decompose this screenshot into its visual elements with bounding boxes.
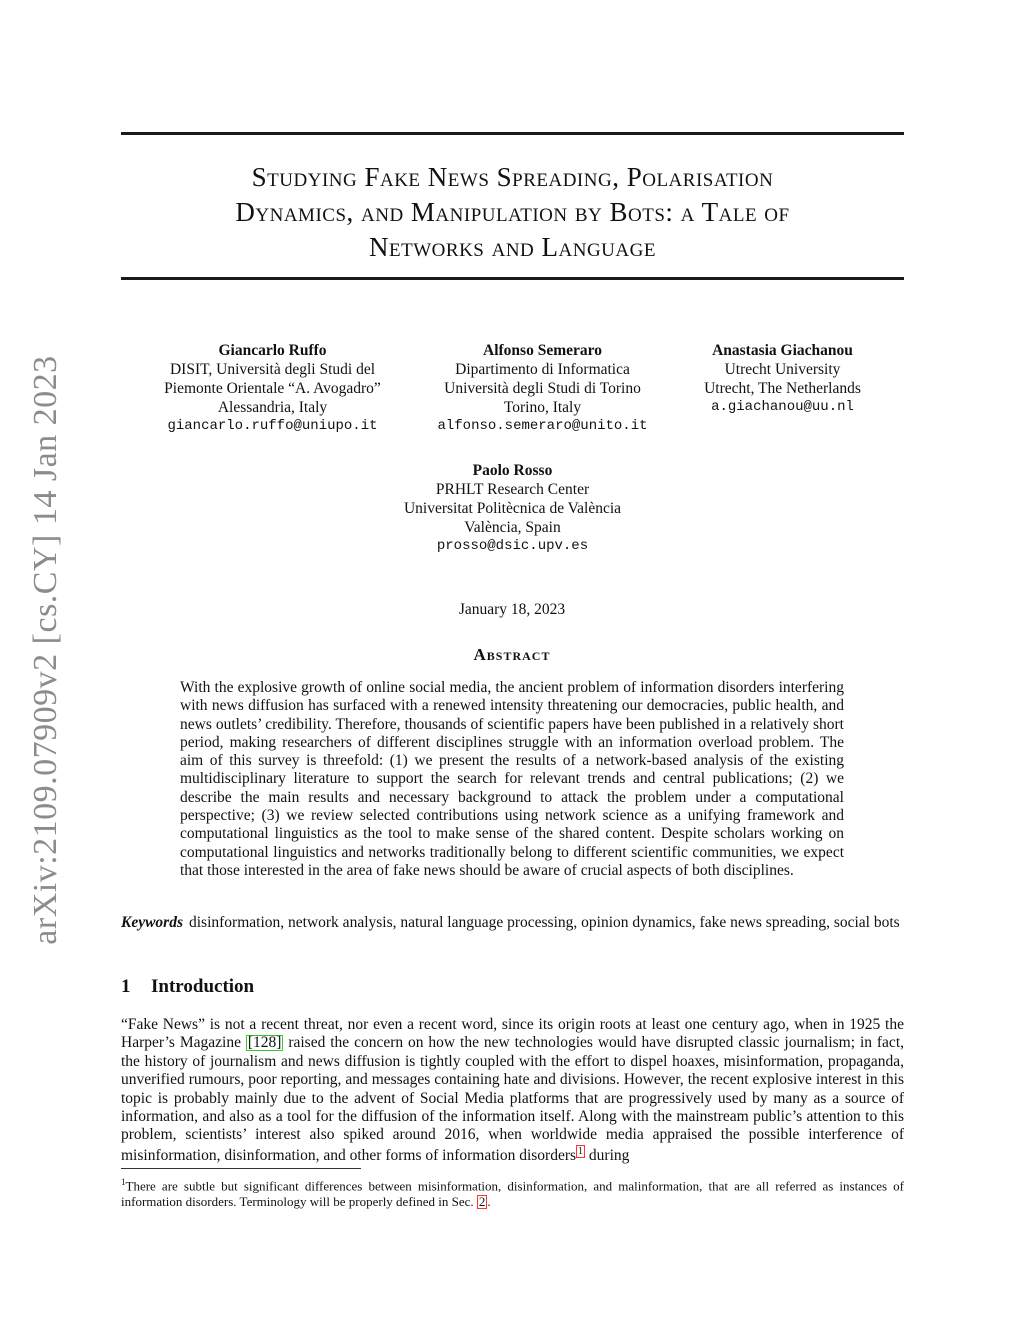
- section-heading: [121, 976, 254, 998]
- footnote-mark: 1: [121, 1177, 126, 1187]
- section-ref-link[interactable]: 2: [478, 1194, 486, 1210]
- author-name: Paolo Rosso: [472, 462, 553, 479]
- citation-link[interactable]: [128]: [247, 1034, 282, 1052]
- abstract-heading: Abstract: [473, 645, 551, 664]
- footnote-link[interactable]: 1: [578, 1145, 584, 1157]
- keywords-text: disinformation, network analysis, natural language processing, opinion dynamics, fake news spreading, social bots: [189, 914, 900, 931]
- intro-text: “Fake News” is not a recent threat, nor even a recent word, since its origin roots at least one century ago, when in 1925 the Harper’s Magazine: [121, 1016, 904, 1052]
- author-affiliation: Universitat Politècnica de València: [403, 500, 622, 517]
- intro-text: raised the concern on how the new technologies would have disrupted classic journalism; in fact, the history of journalism and news diffusion is tightly coupled with the effort to dispel hoaxes, misinformation, propaganda, unverified rumours, poor reporting, and messages containing hate and divisions. However, the recent explosive interest in this topic is probably mainly due to the advent of Social Media platforms that are progressively used by many as a source of information, and also as a tool for the diffusion of the information itself. Along with the mainstream public’s attention to this problem, scientists’ interest also spiked around 2016, when worldwide media appraised the possible interference of misinformation, disinformation, and other forms of information disorders: [121, 1034, 904, 1164]
- footnote-rule: [121, 1168, 361, 1169]
- abstract-text: With the explosive growth of online social media, the ancient problem of information disorders interfering with news diffusion has surfaced with a renewed intensity threatening our democracies, public health, and news outlets’ credibility. Therefore, thousands of scientific papers have been published in a relatively short period, making researchers of different disciplines struggle with an information overload problem. The aim of this survey is threefold: (1) we present the results of a network-based analysis of the existing multidisciplinary literature to support the search for relevant trends and central publications; (2) we describe the main results and necessary background to attack the problem under a computational perspective; (3) we review selected contributions using network science as a unifying framework and computational linguistics as the tool to make sense of the shared content. Despite scholars working on computational linguistics and networks traditionally belong to different scientific communities, we expect that those interested in the area of fake news should be aware of crucial aspects of both disciplines.: [180, 679, 844, 879]
- intro-paragraph: [121, 1016, 904, 1165]
- title-top-rule: [121, 132, 904, 135]
- author-name: Anastasia Giachanou: [712, 342, 853, 359]
- title-bottom-rule: [121, 277, 904, 280]
- author-location: Torino, Italy: [503, 399, 582, 416]
- title-line-1: Studying Fake News Spreading, Polarisation: [251, 162, 774, 192]
- author-affiliation: DISIT, Università degli Studi del: [169, 361, 376, 378]
- keywords: [121, 914, 904, 932]
- author-name: Alfonso Semeraro: [483, 342, 602, 359]
- arxiv-identifier: arXiv:2109.07909v2 [cs.CY] 14 Jan 2023: [27, 355, 64, 945]
- author-email: a.giachanou@uu.nl: [711, 399, 854, 415]
- paper-date: January 18, 2023: [458, 601, 566, 618]
- author-email: giancarlo.ruffo@uniupo.it: [167, 418, 378, 434]
- title-line-2: Dynamics, and Manipulation by Bots: a Tale of: [235, 197, 790, 227]
- title-line-3: Networks and Language: [369, 232, 656, 262]
- paper-title: [121, 160, 904, 265]
- author-block: [360, 461, 665, 556]
- author-affiliation: Utrecht University: [724, 361, 841, 378]
- author-email: alfonso.semeraro@unito.it: [437, 418, 648, 434]
- footnote-end: .: [487, 1194, 491, 1210]
- author-affiliation: Piemonte Orientale “A. Avogadro”: [164, 380, 381, 397]
- footnote-text: There are subtle but significant differences between misinformation, disinformation, and malinformation, that are all referred as instances of information disorders. Terminology will be properly defined in Sec.: [121, 1178, 904, 1210]
- author-block: [415, 341, 670, 436]
- footnote: [121, 1174, 904, 1210]
- author-block: [680, 341, 885, 417]
- keywords-label: Keywords: [121, 914, 183, 931]
- author-location: Alessandria, Italy: [217, 399, 328, 416]
- section-number: 1: [121, 976, 131, 997]
- author-affiliation: PRHLT Research Center: [435, 481, 590, 498]
- author-email: prosso@dsic.upv.es: [436, 538, 589, 554]
- author-affiliation: Università degli Studi di Torino: [444, 380, 641, 397]
- author-location: València, Spain: [464, 519, 561, 536]
- author-name: Giancarlo Ruffo: [218, 342, 327, 359]
- author-location: Utrecht, The Netherlands: [704, 380, 861, 397]
- section-title: Introduction: [151, 976, 255, 997]
- author-affiliation: Dipartimento di Informatica: [455, 361, 630, 378]
- intro-text: during: [585, 1147, 630, 1164]
- author-block: [140, 341, 405, 436]
